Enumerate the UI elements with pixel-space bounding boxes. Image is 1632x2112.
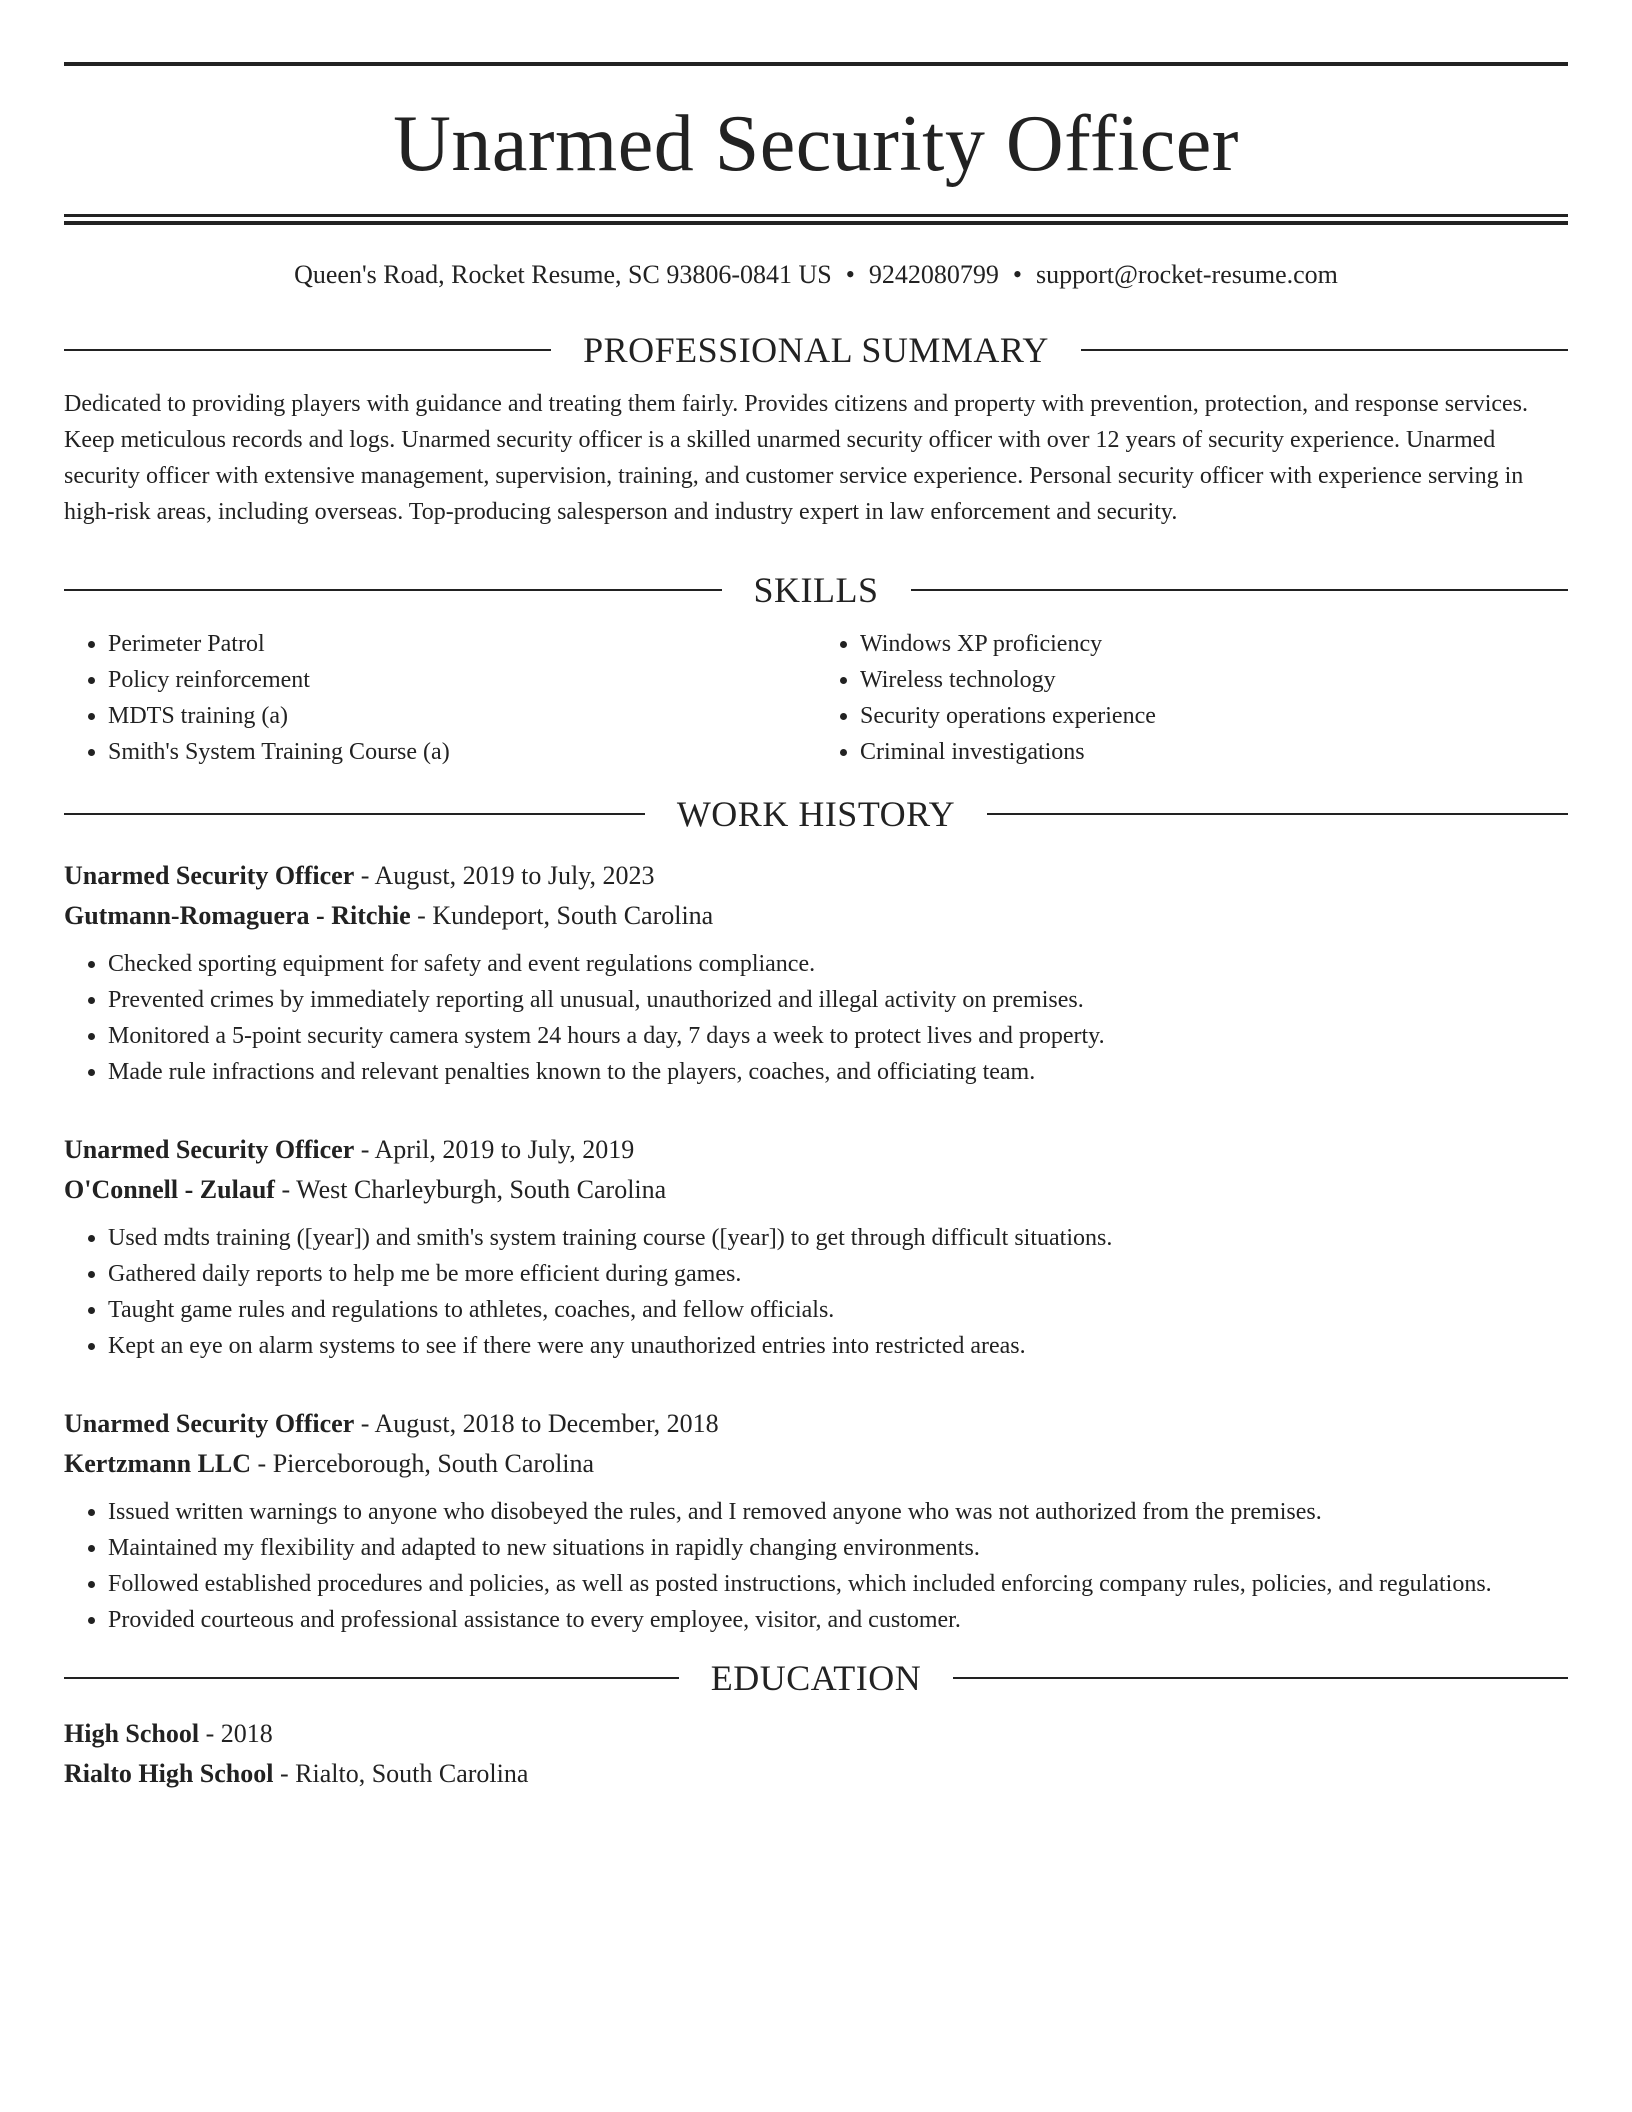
contact-separator: • bbox=[1012, 260, 1022, 289]
heading-rule-left bbox=[64, 349, 551, 351]
heading-rule-right bbox=[1081, 349, 1568, 351]
job-location: Kundeport, South Carolina bbox=[432, 901, 714, 931]
dash: - bbox=[273, 1759, 296, 1789]
job-entry bbox=[64, 856, 1568, 1090]
job-bullet: • Gathered daily reports to help me be more efficient during games. bbox=[108, 1256, 1568, 1292]
top-rule bbox=[64, 62, 1568, 66]
job-bullet: • Prevented crimes by immediately reporting all unusual, unauthorized and illegal activity on premises. bbox=[108, 982, 1568, 1018]
skill-item: • Wireless technology bbox=[860, 662, 1568, 698]
education-section-heading bbox=[64, 1658, 1568, 1699]
job-bullet: • Made rule infractions and relevant penalties known to the players, coaches, and officiating team. bbox=[108, 1054, 1568, 1090]
education-location: Rialto, South Carolina bbox=[295, 1759, 529, 1789]
contact-separator: • bbox=[845, 260, 855, 289]
job-location: West Charleyburgh, South Carolina bbox=[296, 1175, 667, 1205]
job-company-line bbox=[64, 896, 1568, 936]
work-heading: WORK HISTORY bbox=[676, 794, 956, 835]
job-role-line bbox=[64, 856, 1568, 896]
job-location: Pierceborough, South Carolina bbox=[272, 1449, 595, 1479]
summary-section-heading bbox=[64, 330, 1568, 371]
summary-text: Dedicated to providing players with guidance and treating them fairly. Provides citizens and property with prevention, protection, and response services. Keep meticulous records and logs. Unarmed security officer is a skilled unarmed security officer with over 12 years of security experience. Unarmed security officer with extensive management, supervision, training, and customer service experience. Personal security officer with experience serving in high-risk areas, including overseas. Top-producing salesperson and industry expert in law enforcement and security. bbox=[64, 391, 1529, 526]
contact-line bbox=[64, 259, 1568, 290]
education-year: 2018 bbox=[220, 1719, 273, 1749]
job-entry bbox=[64, 1130, 1568, 1364]
contact-email: support@rocket-resume.com bbox=[1035, 260, 1338, 289]
heading-rule-right bbox=[987, 813, 1568, 815]
job-bullet: • Taught game rules and regulations to athletes, coaches, and fellow officials. bbox=[108, 1292, 1568, 1328]
skills-columns bbox=[64, 626, 1568, 770]
job-bullet: • Monitored a 5-point security camera system 24 hours a day, 7 days a week to protect lives and property. bbox=[108, 1018, 1568, 1054]
heading-rule-left bbox=[64, 1677, 679, 1679]
job-bullet: • Checked sporting equipment for safety and event regulations compliance. bbox=[108, 946, 1568, 982]
education-school: Rialto High School bbox=[64, 1759, 274, 1789]
job-company: Kertzmann LLC bbox=[64, 1449, 252, 1479]
resume-title: Unarmed Security Officer bbox=[393, 100, 1239, 188]
education-degree-line bbox=[64, 1714, 1568, 1754]
summary-heading: PROFESSIONAL SUMMARY bbox=[583, 330, 1049, 371]
dash: - bbox=[410, 901, 433, 931]
skills-heading: SKILLS bbox=[753, 570, 879, 611]
dash: - bbox=[274, 1175, 297, 1205]
job-company: O'Connell - Zulauf bbox=[64, 1175, 275, 1205]
job-bullets bbox=[64, 1494, 1568, 1638]
education-school-line bbox=[64, 1754, 1568, 1794]
heading-rule-right bbox=[911, 589, 1569, 591]
title-double-rule bbox=[64, 214, 1568, 225]
dash: - bbox=[199, 1719, 221, 1749]
job-bullets bbox=[64, 946, 1568, 1090]
heading-rule-left bbox=[64, 813, 645, 815]
job-role: Unarmed Security Officer bbox=[64, 1135, 355, 1165]
education-degree: High School bbox=[64, 1719, 200, 1749]
dash: - bbox=[251, 1449, 273, 1479]
job-company-line bbox=[64, 1170, 1568, 1210]
job-bullet: • Kept an eye on alarm systems to see if there were any unauthorized entries into restricted areas. bbox=[108, 1328, 1568, 1364]
skill-item: • Security operations experience bbox=[860, 698, 1568, 734]
job-company: Gutmann-Romaguera - Ritchie bbox=[64, 901, 411, 931]
job-dates: August, 2018 to December, 2018 bbox=[374, 1409, 719, 1439]
contact-address: Queen's Road, Rocket Resume, SC 93806-0841 US bbox=[294, 260, 832, 289]
skills-list-right bbox=[816, 626, 1568, 770]
skill-item: • MDTS training (a) bbox=[108, 698, 816, 734]
contact-phone: 9242080799 bbox=[868, 260, 999, 289]
skill-item: • Policy reinforcement bbox=[108, 662, 816, 698]
skill-item: • Criminal investigations bbox=[860, 734, 1568, 770]
job-role: Unarmed Security Officer bbox=[64, 1409, 355, 1439]
job-role: Unarmed Security Officer bbox=[64, 861, 355, 891]
work-section-heading bbox=[64, 794, 1568, 835]
job-bullet: • Followed established procedures and policies, as well as posted instructions, which included enforcing company rules, policies, and regulations. bbox=[108, 1566, 1568, 1602]
heading-rule-right bbox=[953, 1677, 1568, 1679]
skill-item: • Perimeter Patrol bbox=[108, 626, 816, 662]
education-heading: EDUCATION bbox=[710, 1658, 922, 1699]
skills-section-heading bbox=[64, 570, 1568, 611]
job-company-line bbox=[64, 1444, 1568, 1484]
heading-rule-left bbox=[64, 589, 722, 591]
job-entry bbox=[64, 1404, 1568, 1638]
job-dates: August, 2019 to July, 2023 bbox=[374, 861, 655, 891]
job-dates: April, 2019 to July, 2019 bbox=[374, 1135, 635, 1165]
job-bullets bbox=[64, 1220, 1568, 1364]
job-bullet: • Issued written warnings to anyone who disobeyed the rules, and I removed anyone who was not authorized from the premises. bbox=[108, 1494, 1568, 1530]
dash: - bbox=[354, 1135, 375, 1165]
skill-item: • Windows XP proficiency bbox=[860, 626, 1568, 662]
job-bullet: • Used mdts training ([year]) and smith's system training course ([year]) to get through difficult situations. bbox=[108, 1220, 1568, 1256]
work-history-section bbox=[64, 796, 1568, 1638]
job-bullet: • Maintained my flexibility and adapted to new situations in rapidly changing environments. bbox=[108, 1530, 1568, 1566]
dash: - bbox=[354, 1409, 375, 1439]
skills-list-left bbox=[64, 626, 816, 770]
skill-item: • Smith's System Training Course (a) bbox=[108, 734, 816, 770]
job-role-line bbox=[64, 1404, 1568, 1444]
job-bullet: • Provided courteous and professional assistance to every employee, visitor, and customer. bbox=[108, 1602, 1568, 1638]
dash: - bbox=[354, 861, 375, 891]
job-role-line bbox=[64, 1130, 1568, 1170]
